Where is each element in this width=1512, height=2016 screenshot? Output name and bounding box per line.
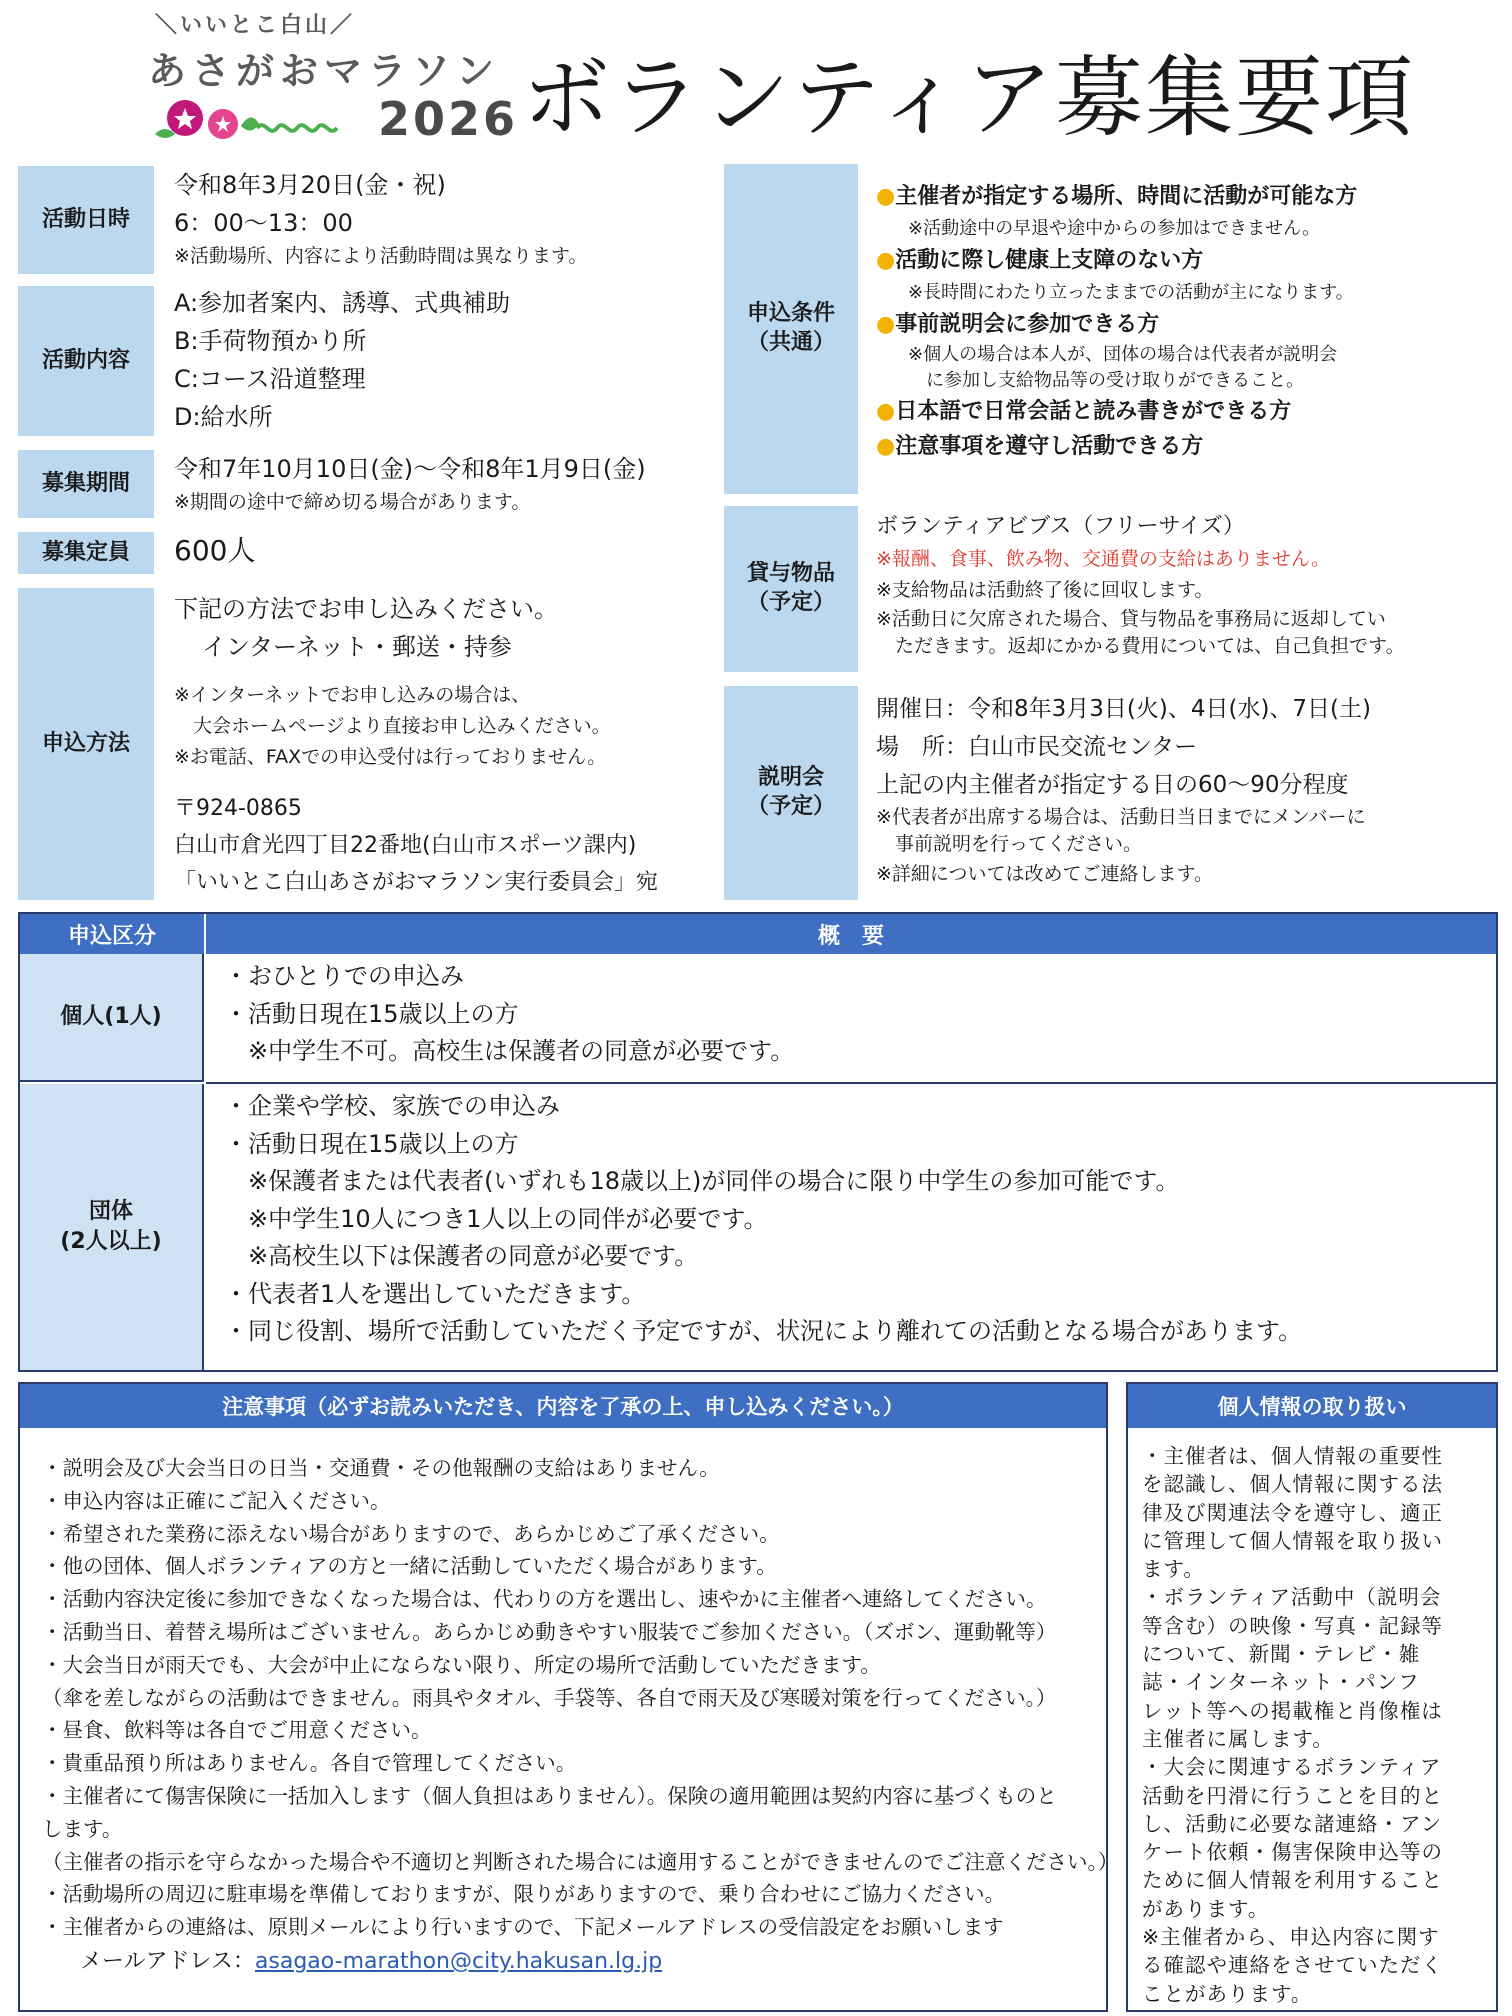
note-line: ・主催者にて傷害保険に一括加入します（個人負担はありません）。保険の適用範囲は契約内容に基づくものと [42,1783,1057,1808]
privacy-line: があります。 [1142,1896,1270,1921]
condition-text: 事前説明会に参加できる方 [895,312,1160,337]
table-divider [206,1082,1496,1084]
notes-title: 注意事項（必ずお読みいただき、内容を了承の上、申し込みください。） [20,1384,1106,1428]
period-line: 令和7年10月10日(金)〜令和8年1月9日(金) [174,455,646,483]
briefing-place: 場 所：白山市民交流センター [876,734,1198,760]
condition-text: 活動に際し健康上支障のない方 [895,248,1204,273]
briefing-value [876,690,1371,891]
note-line: （傘を差しながらの活動はできません。雨具やタオル、手袋等、各自で雨天及び寒暖対策を行ってください。） [42,1685,1057,1710]
label-capacity: 募集定員 [18,532,154,574]
morning-glory-logo-icon [145,96,375,146]
label-activity-date: 活動日時 [18,166,154,274]
table-line: ・代表者1人を選出していただきます。 [224,1279,646,1308]
content-item: B:手荷物預かり所 [174,327,367,355]
briefing-duration: 上記の内主催者が指定する日の60〜90分程度 [876,772,1349,798]
activity-date-note: ※活動場所、内容により活動時間は異なります。 [174,245,588,267]
condition-item [876,244,1357,278]
privacy-line: ケート依頼・傷害保険申込等の [1142,1840,1443,1865]
bullet-icon: ● [876,399,896,424]
notes-box [18,1382,1119,2012]
page-title: ボランティア募集要項 [522,46,1415,149]
privacy-line: ために個人情報を利用すること [1142,1868,1443,1893]
note-line: ・活動当日、着替え場所はございません。あらかじめ動きやすい服装でご参加ください。（ズボン、運動靴等） [42,1619,1057,1644]
apply-note: ※インターネットでお申し込みの場合は、 [174,684,531,706]
privacy-line: ます。 [1142,1557,1205,1582]
briefing-date: 開催日：令和8年3月3日(火)、4日(水)、7日(土) [876,696,1372,722]
table-line: ※保護者または代表者(いずれも18歳以上)が同伴の場合に限り中学生の参加可能です。 [224,1167,1180,1195]
apply-note: ※お電話、FAXでの申込受付は行っておりません。 [174,746,607,768]
table-line: ・企業や学校、家族での申込み [224,1092,560,1120]
note-line: ・主催者からの連絡は、原則メールにより行いますので、下記メールアドレスの受信設定をお願いします [42,1915,1004,1940]
label-apply-method: 申込方法 [18,588,154,900]
content-item: A:参加者案内、誘導、式典補助 [174,289,511,317]
briefing-note: ※代表者が出席する場合は、活動日当日までにメンバーに [876,806,1366,828]
table-line: ・同じ役割、場所で活動していただく予定ですが、状況により離れての活動となる場合があります。 [224,1317,1303,1345]
privacy-line: る確認や連絡をさせていただく [1142,1953,1443,1978]
note-line: （主催者の指示を守らなかった場合や不適切と判断された場合には適用することができませんのでご注意ください。） [42,1849,1119,1874]
note-line: ・申込内容は正確にご記入ください。 [42,1488,391,1513]
apply-note: 大会ホームページより直接お申し込みください。 [174,715,611,737]
condition-item [876,308,1357,342]
condition-item [876,180,1357,214]
privacy-line: し、活動に必要な諸連絡・アン [1142,1811,1443,1836]
condition-item [876,430,1357,464]
email-link[interactable]: asagao-marathon@city.hakusan.lg.jp [254,1948,663,1974]
logo-main: あさがおマラソン [148,49,501,93]
privacy-title: 個人情報の取り扱い [1128,1384,1496,1428]
table-line: ・おひとりでの申込み [224,962,464,990]
label-briefing: 説明会 （予定） [724,686,858,900]
note-line: ・大会当日が雨天でも、大会が中止にならない限り、所定の場所で活動していただきます。 [42,1652,881,1677]
loan-note: ※活動日に欠席された場合、貸与物品を事務局に返却してい [876,608,1386,630]
condition-text: 注意事項を遵守し活動できる方 [895,434,1204,459]
table-header-type: 申込区分 [20,914,206,954]
note-line: ・説明会及び大会当日の日当・交通費・その他報酬の支給はありません。 [42,1456,720,1480]
privacy-line: 律及び関連法令を遵守し、適正 [1142,1500,1443,1525]
loan-item: ボランティアビブス（フリーサイズ） [876,514,1245,539]
address-line: 白山市倉光四丁目22番地(白山市スポーツ課内) [174,833,637,858]
table-line: ※中学生不可。高校生は保護者の同意が必要です。 [224,1037,795,1065]
loan-items-value [876,510,1405,660]
application-type-table [18,912,1498,1372]
note-line: ・希望された業務に添えない場合がありますので、あらかじめご了承ください。 [42,1521,780,1546]
logo-tagline: ＼いいとこ白山／ [155,13,356,38]
privacy-line: ・大会に関連するボランティア [1142,1755,1442,1780]
apply-address [174,790,658,901]
condition-text: 主催者が指定する場所、時間に活動が可能な方 [895,184,1358,209]
privacy-line: について、新聞・テレビ・雑 [1142,1642,1421,1667]
privacy-line: に管理して個人情報を取り扱い [1142,1528,1443,1553]
period-note: ※期間の途中で締め切る場合があります。 [174,491,531,513]
loan-note: ※支給物品は活動終了後に回収します。 [876,579,1214,601]
activity-date-line: 令和8年3月20日(金・祝) [174,171,446,199]
row-group-content [206,1088,1496,1351]
table-header-summary: 概 要 [206,914,1496,954]
row-label-individual: 個人(1人) [20,954,204,1082]
label-loan-items: 貸与物品 （予定） [724,506,858,672]
privacy-line: 誌・インターネット・パンフ [1142,1670,1420,1695]
table-line: ・活動日現在15歳以上の方 [224,1129,519,1158]
content-item: D:給水所 [174,403,273,431]
privacy-box [1126,1382,1498,2012]
loan-warning: ※報酬、食事、飲み物、交通費の支給はありません。 [876,548,1331,570]
condition-note: に参加し支給物品等の受け取りができること。 [908,370,1304,391]
content-item: C:コース沿道整理 [174,365,366,393]
email-label: メールアドレス： [80,1948,255,1974]
apply-channels: インターネット・郵送・持参 [202,633,512,661]
condition-item [876,394,1357,430]
privacy-line: ・ボランティア活動中（説明会 [1142,1585,1442,1610]
note-line: ・貴重品預り所はありません。各自で管理してください。 [42,1751,577,1776]
label-recruit-period: 募集期間 [18,450,154,518]
condition-note: ※長時間にわたり立ったままでの活動が主になります。 [908,282,1354,303]
postal-code: 〒924-0865 [174,796,302,821]
activity-date-value [174,166,587,270]
bullet-icon: ● [876,312,896,337]
table-line: ・活動日現在15歳以上の方 [224,999,519,1028]
note-line: ・昼食、飲料等は各自でご用意ください。 [42,1718,432,1743]
condition-note: ※個人の場合は本人が、団体の場合は代表者が説明会 [908,344,1338,365]
privacy-text [1142,1442,1472,2008]
row-label-group: 団体 (2人以上) [20,1084,204,1370]
bullet-icon: ● [876,248,896,273]
privacy-line: ことがあります。 [1142,1981,1313,2006]
privacy-line: ・主催者は、個人情報の重要性 [1142,1444,1443,1468]
condition-text: 日本語で日常会話と読み書きができる方 [895,399,1292,424]
briefing-note: ※詳細については改めてご連絡します。 [876,863,1214,885]
apply-notes [174,680,611,773]
email-row [42,1944,1118,1980]
privacy-line: レット等への掲載権と肖像権は [1142,1698,1443,1723]
privacy-line: を認識し、個人情報に関する法 [1142,1472,1443,1497]
recruit-period-value [174,450,646,516]
label-activity-content: 活動内容 [18,286,154,436]
note-line: します。 [42,1816,123,1841]
privacy-line: 等含む）の映像・写真・記録等 [1142,1613,1443,1638]
table-line: ※高校生以下は保護者の同意が必要です。 [224,1242,699,1270]
note-line: ・活動内容決定後に参加できなくなった場合は、代わりの方を選出し、速やかに主催者へ連絡してください。 [42,1587,1047,1612]
note-line: ・他の団体、個人ボランティアの方と一緒に活動していただく場合があります。 [42,1554,777,1579]
row-individual-content [206,958,1496,1071]
activity-content-list [174,284,510,436]
notes-list [42,1452,1118,1980]
note-line: ・活動場所の周辺に駐車場を準備しておりますが、限りがありますので、乗り合わせにご協力ください。 [42,1882,1006,1907]
loan-note: ただきます。返却にかかる費用については、自己負担です。 [876,635,1405,657]
address-recipient: 「いいとこ白山あさがおマラソン実行委員会」宛 [174,870,659,895]
bullet-icon: ● [876,434,896,459]
privacy-line: 主催者に属します。 [1142,1726,1334,1751]
logo-year: 2026 [378,92,519,146]
capacity-value: 600人 [174,534,256,567]
privacy-line: ※主催者から、申込内容に関す [1142,1925,1440,1950]
label-conditions: 申込条件 （共通） [724,164,858,494]
conditions-list [876,180,1357,464]
apply-line: 下記の方法でお申し込みください。 [174,595,558,623]
privacy-line: 活動を円滑に行うことを目的と [1142,1783,1443,1808]
condition-note: ※活動途中の早退や途中からの参加はできません。 [908,218,1321,239]
activity-time-line: 6：00〜13：00 [174,209,353,237]
briefing-note: 事前説明を行ってください。 [876,833,1143,855]
table-line: ※中学生10人につき1人以上の同伴が必要です。 [224,1204,768,1233]
apply-method-value [174,590,558,666]
bullet-icon: ● [876,184,896,209]
